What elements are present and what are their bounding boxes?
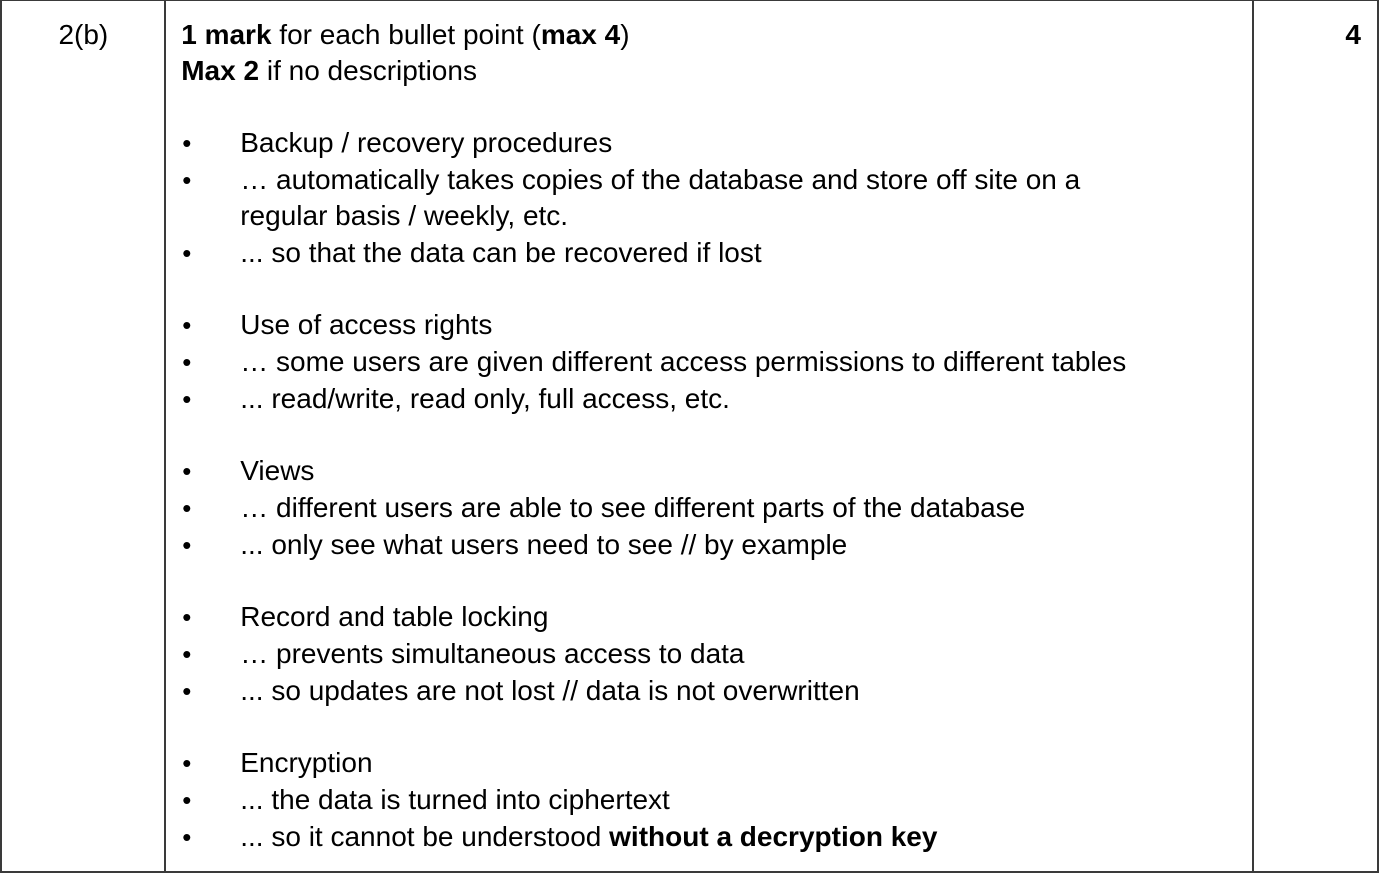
intro-bold-3: Max 2 — [181, 55, 260, 86]
bullet-text: ... so it cannot be understood — [240, 821, 610, 852]
intro-text-3: if no descriptions — [259, 55, 477, 86]
intro-line-1 — [181, 17, 1236, 53]
bullet-text: … automatically takes copies of the database and store off site on a — [240, 164, 1081, 195]
bullet-group — [181, 125, 1236, 271]
bullet-item — [181, 745, 1236, 781]
bullet-group — [181, 745, 1236, 855]
bullet-text: ... the data is turned into ciphertext — [240, 784, 670, 815]
bullet-text: ... read/write, read only, full access, etc. — [240, 383, 730, 414]
bullet-item — [181, 599, 1236, 635]
intro-text-2: ) — [620, 19, 630, 50]
intro-bold-1: 1 mark — [181, 19, 272, 50]
bullet-dot-icon: • — [182, 128, 192, 158]
bullet-bold-text: without a decryption key — [609, 821, 938, 852]
bullet-item — [181, 782, 1236, 818]
intro-bold-2: max 4 — [540, 19, 621, 50]
intro-text-1: for each bullet point ( — [271, 19, 541, 50]
bullet-text: Encryption — [240, 747, 373, 778]
question-number-cell — [1, 1, 165, 873]
mark-scheme-row — [1, 1, 1378, 873]
bullet-text: Backup / recovery procedures — [240, 127, 613, 158]
bullet-item — [181, 235, 1236, 271]
bullet-text: … some users are given different access permissions to different tables — [240, 346, 1127, 377]
bullet-text: Use of access rights — [240, 309, 493, 340]
bullet-dot-icon: • — [182, 456, 192, 486]
bullet-text: ... so that the data can be recovered if lost — [240, 237, 762, 268]
bullet-item — [181, 490, 1236, 526]
bullet-item — [181, 636, 1236, 672]
bullet-item — [181, 162, 1236, 234]
marks-cell — [1253, 1, 1378, 873]
bullet-dot-icon: • — [182, 310, 192, 340]
bullet-groups — [181, 125, 1236, 855]
bullet-text: ... so updates are not lost // data is not overwritten — [240, 675, 860, 706]
bullet-group — [181, 599, 1236, 709]
bullet-item — [181, 673, 1236, 709]
bullet-dot-icon: • — [182, 639, 192, 669]
bullet-dot-icon: • — [182, 822, 192, 852]
bullet-dot-icon: • — [182, 238, 192, 268]
bullet-text: … different users are able to see different parts of the database — [240, 492, 1026, 523]
bullet-group — [181, 307, 1236, 417]
intro-line-2 — [181, 53, 1236, 89]
bullet-dot-icon: • — [182, 165, 192, 195]
bullet-dot-icon: • — [182, 347, 192, 377]
bullet-item — [181, 307, 1236, 343]
bullet-text: Record and table locking — [240, 601, 549, 632]
bullet-item — [181, 344, 1236, 380]
bullet-item — [181, 125, 1236, 161]
bullet-dot-icon: • — [182, 602, 192, 632]
bullet-item — [181, 819, 1236, 855]
bullet-dot-icon: • — [182, 384, 192, 414]
bullet-item — [181, 527, 1236, 563]
marks-value: 4 — [1345, 19, 1361, 50]
bullet-text-continuation: regular basis / weekly, etc. — [240, 200, 569, 231]
bullet-item — [181, 453, 1236, 489]
bullet-dot-icon: • — [182, 493, 192, 523]
bullet-text: Views — [240, 455, 315, 486]
bullet-dot-icon: • — [182, 748, 192, 778]
bullet-item — [181, 381, 1236, 417]
bullet-text: ... only see what users need to see // by example — [240, 529, 848, 560]
question-number: 2(b) — [58, 19, 109, 50]
bullet-group — [181, 453, 1236, 563]
bullet-dot-icon: • — [182, 785, 192, 815]
bullet-dot-icon: • — [182, 530, 192, 560]
bullet-text: … prevents simultaneous access to data — [240, 638, 745, 669]
answer-cell — [165, 1, 1253, 873]
bullet-dot-icon: • — [182, 676, 192, 706]
